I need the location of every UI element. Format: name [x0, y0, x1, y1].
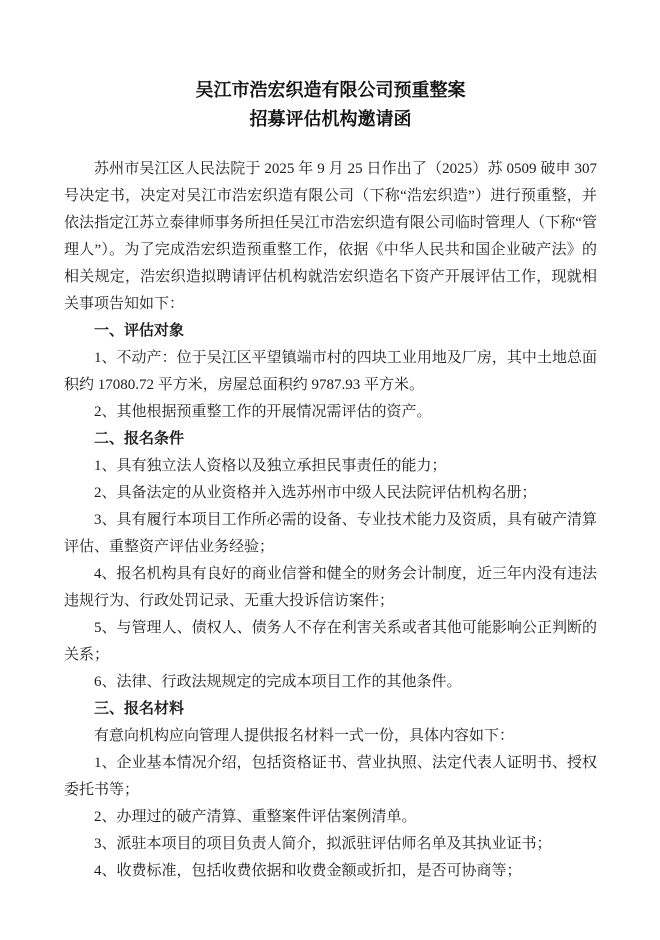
document-body	[64, 156, 597, 885]
paragraph: 2、办理过的破产清算、重整案件评估案例清单。	[94, 809, 417, 825]
paragraph: 1、不动产：位于吴江区平望镇端市村的四块工业用地及厂房，其中土地总面积约 17080.72 平方米，房屋总面积约 9787.93 平方米。	[64, 350, 597, 393]
paragraph-intro: 苏州市吴江区人民法院于 2025 年 9 月 25 日作出了（2025）苏 0509 破申 307 号决定书，决定对吴江市浩宏织造有限公司（下称“浩宏织造”）进行预重整，并依法指定江苏立泰律师事务所担任吴江市浩宏织造有限公司临时管理人（下称“管理人”）。为了完成浩宏织造预重整工作，依据《中华人民共和国企业破产法》的相关规定，浩宏织造拟聘请评估机构就浩宏织造名下资产开展评估工作，现就相关事项告知如下：	[64, 161, 597, 312]
paragraph: 5、与管理人、债权人、债务人不存在利害关系或者其他可能影响公正判断的关系；	[64, 620, 597, 663]
paragraph: 有意向机构应向管理人提供报名材料一式一份，具体内容如下：	[94, 728, 515, 744]
paragraph: 3、派驻本项目的项目负责人简介，拟派驻评估师名单及其执业证书；	[94, 836, 552, 852]
paragraph: 4、收费标准，包括收费依据和收费金额或折扣，是否可协商等；	[94, 863, 522, 879]
section-heading-1: 一、评估对象	[94, 323, 185, 339]
paragraph: 1、具有独立法人资格以及独立承担民事责任的能力；	[94, 458, 447, 474]
section-heading-2: 二、报名条件	[94, 431, 185, 447]
paragraph: 6、法律、行政法规规定的完成本项目工作的其他条件。	[94, 674, 462, 690]
paragraph: 4、报名机构具有良好的商业信誉和健全的财务会计制度，近三年内没有违法违规行为、行政处罚记录、无重大投诉信访案件；	[64, 566, 597, 609]
paragraph: 1、企业基本情况介绍，包括资格证书、营业执照、法定代表人证明书、授权委托书等；	[64, 755, 597, 798]
paragraph: 2、其他根据预重整工作的开展情况需评估的资产。	[94, 404, 432, 420]
document-title-line1: 吴江市浩宏织造有限公司预重整案	[195, 80, 466, 100]
paragraph: 2、具备法定的从业资格并入选苏州市中级人民法院评估机构名册；	[94, 485, 537, 501]
paragraph: 3、具有履行本项目工作所必需的设备、专业技术能力及资质，具有破产清算评估、重整资产评估业务经验；	[64, 512, 597, 555]
document-title-line2: 招募评估机构邀请函	[249, 109, 412, 129]
section-heading-3: 三、报名材料	[94, 701, 185, 717]
